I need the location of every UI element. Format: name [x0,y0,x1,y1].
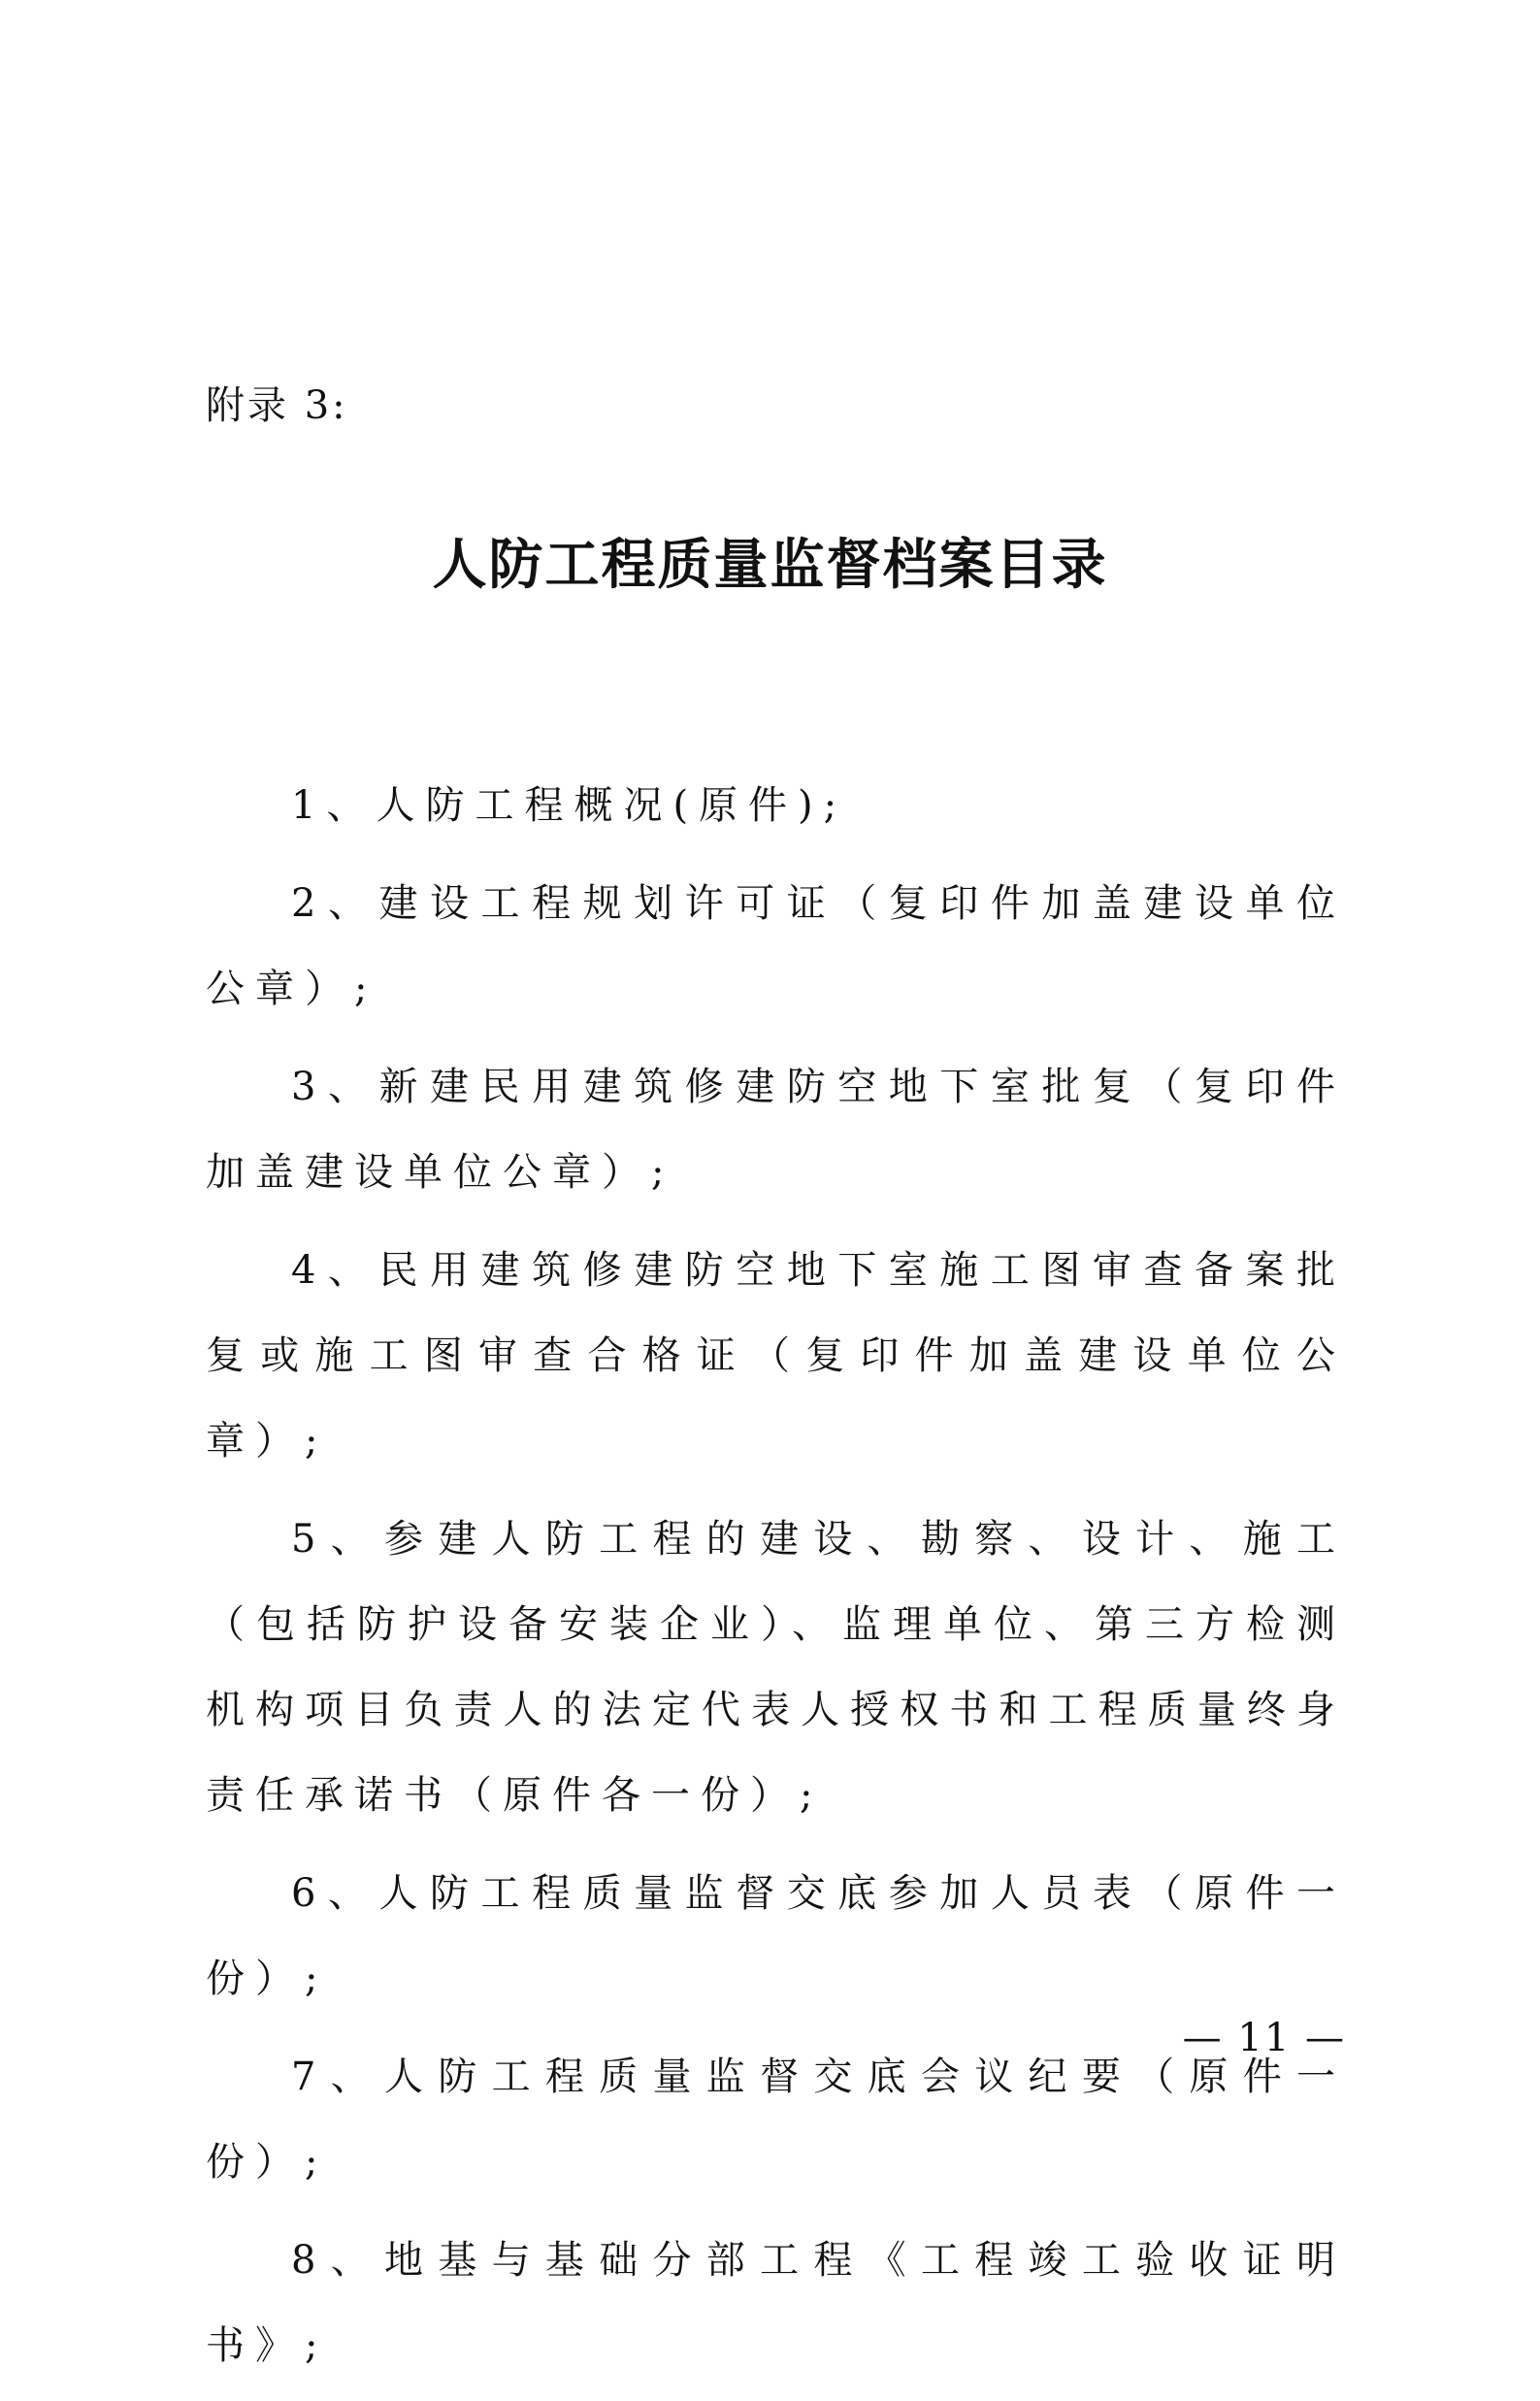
archive-item-list [206,763,1346,2401]
list-item: 7、人防工程质量监督交底会议纪要（原件一份）; [206,2055,1346,2185]
list-item: 5、参建人防工程的建设、勘察、设计、施工（包括防护设备安装企业）、监理单位、第三方检测机构项目负责人的法定代表人授权书和工程质量终身责任承诺书（原件各一份）; [206,1517,1346,1818]
appendix-label: 附录 3: [206,383,348,428]
list-item: 8、地基与基础分部工程《工程竣工验收证明书》; [206,2238,1346,2368]
list-item: 2、建设工程规划许可证（复印件加盖建设单位公章）; [206,881,1346,1011]
page-number: — 11 — [1182,2016,1346,2060]
list-item: 4、民用建筑修建防空地下室施工图审查备案批复或施工图审查合格证（复印件加盖建设单位公章）; [206,1248,1346,1464]
list-item: 1、人防工程概况(原件); [291,783,848,828]
document-title: 人防工程质量监督档案目录 [432,534,1108,597]
list-item: 6、人防工程质量监督交底参加人员表（原件一份）; [206,1871,1346,2001]
list-item: 3、新建民用建筑修建防空地下室批复（复印件加盖建设单位公章）; [206,1065,1346,1195]
